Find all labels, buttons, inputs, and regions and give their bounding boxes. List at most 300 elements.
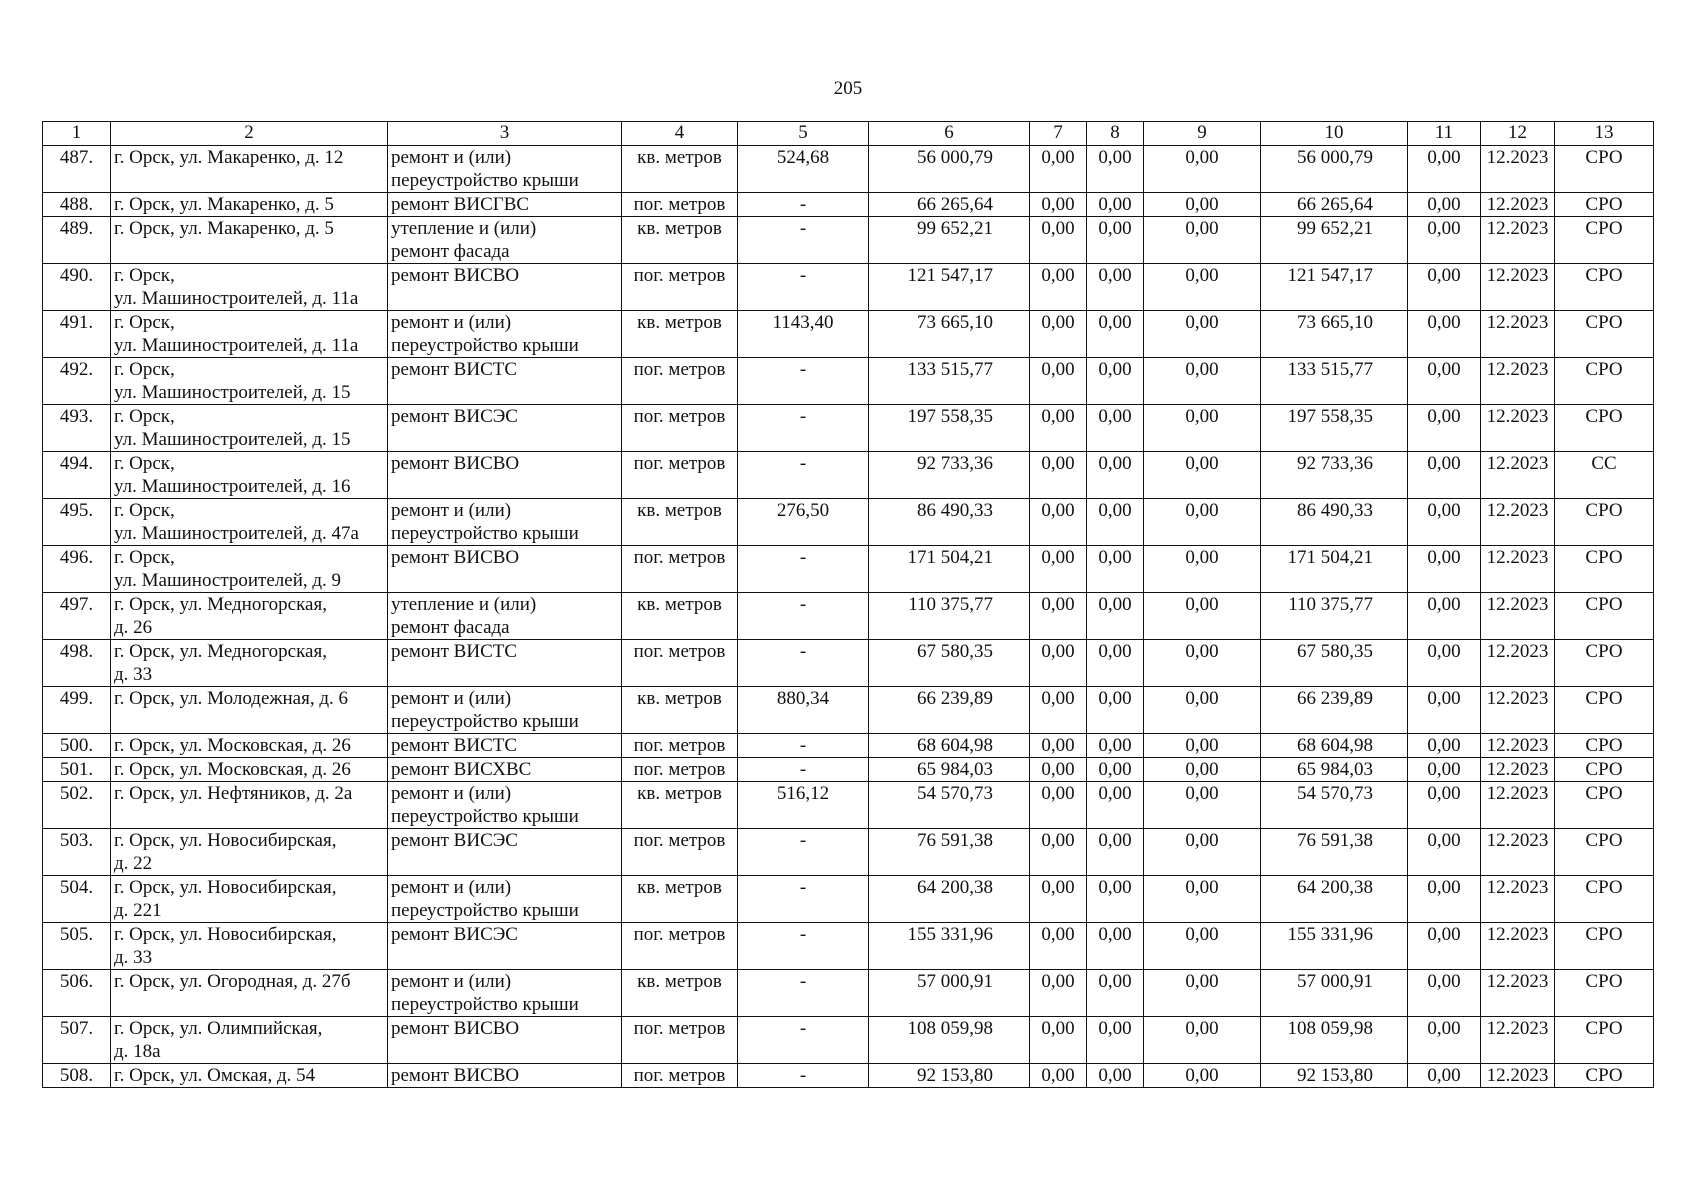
work-type-cell-line: переустройство крыши bbox=[391, 994, 579, 1015]
work-type-cell-line: ремонт ВИСХВС bbox=[391, 759, 532, 780]
value-col-8: 0,00 bbox=[1087, 146, 1144, 193]
unit-cell: пог. метров bbox=[622, 829, 738, 876]
column-header: 7 bbox=[1030, 122, 1087, 146]
address-cell-line: г. Орск, ул. Московская, д. 26 bbox=[114, 735, 351, 756]
unit-cell: кв. метров bbox=[622, 970, 738, 1017]
unit-cell: кв. метров bbox=[622, 782, 738, 829]
area-cell: - bbox=[738, 1064, 869, 1088]
value-col-9: 0,00 bbox=[1144, 193, 1261, 217]
total-cost-cell: 171 504,21 bbox=[869, 546, 1030, 593]
area-cell: - bbox=[738, 593, 869, 640]
value-col-8: 0,00 bbox=[1087, 358, 1144, 405]
work-type-cell bbox=[388, 264, 622, 311]
value-col-8: 0,00 bbox=[1087, 687, 1144, 734]
address-cell-line: г. Орск, ул. Молодежная, д. 6 bbox=[114, 688, 349, 709]
value-col-8: 0,00 bbox=[1087, 1017, 1144, 1064]
address-cell-line: г. Орск, ул. Макаренко, д. 5 bbox=[114, 218, 334, 239]
value-col-10: 86 490,33 bbox=[1261, 499, 1408, 546]
address-cell bbox=[111, 146, 388, 193]
value-col-11: 0,00 bbox=[1408, 311, 1481, 358]
area-cell: 880,34 bbox=[738, 687, 869, 734]
unit-cell: пог. метров bbox=[622, 264, 738, 311]
value-col-9: 0,00 bbox=[1144, 1017, 1261, 1064]
completion-date-cell: 12.2023 bbox=[1481, 829, 1555, 876]
total-cost-cell: 64 200,38 bbox=[869, 876, 1030, 923]
completion-date-cell: 12.2023 bbox=[1481, 264, 1555, 311]
row-number: 499. bbox=[43, 687, 111, 734]
value-col-9: 0,00 bbox=[1144, 734, 1261, 758]
work-type-cell bbox=[388, 452, 622, 499]
value-col-9: 0,00 bbox=[1144, 687, 1261, 734]
address-cell-line: г. Орск, ул. Огородная, д. 27б bbox=[114, 971, 351, 992]
value-col-10: 57 000,91 bbox=[1261, 970, 1408, 1017]
address-cell-line: г. Орск, bbox=[114, 359, 175, 380]
value-col-11: 0,00 bbox=[1408, 782, 1481, 829]
value-col-10: 171 504,21 bbox=[1261, 546, 1408, 593]
work-type-cell-line: утепление и (или) bbox=[391, 218, 537, 239]
table-row bbox=[43, 1064, 1654, 1088]
work-type-cell-line: ремонт ВИСВО bbox=[391, 265, 520, 286]
row-number: 505. bbox=[43, 923, 111, 970]
address-cell-line: г. Орск, ул. Омская, д. 54 bbox=[114, 1065, 316, 1086]
value-col-10: 67 580,35 bbox=[1261, 640, 1408, 687]
value-col-10: 73 665,10 bbox=[1261, 311, 1408, 358]
completion-date-cell: 12.2023 bbox=[1481, 640, 1555, 687]
area-cell: 276,50 bbox=[738, 499, 869, 546]
area-cell: 524,68 bbox=[738, 146, 869, 193]
work-type-cell-line: ремонт и (или) bbox=[391, 877, 512, 898]
row-number: 490. bbox=[43, 264, 111, 311]
work-type-cell-line: ремонт и (или) bbox=[391, 688, 512, 709]
funding-method-cell: СРО bbox=[1555, 640, 1654, 687]
value-col-8: 0,00 bbox=[1087, 546, 1144, 593]
value-col-10: 54 570,73 bbox=[1261, 782, 1408, 829]
total-cost-cell: 54 570,73 bbox=[869, 782, 1030, 829]
work-type-cell-line: ремонт фасада bbox=[391, 617, 510, 638]
value-col-7: 0,00 bbox=[1030, 782, 1087, 829]
funding-method-cell: СРО bbox=[1555, 687, 1654, 734]
address-cell-line: г. Орск, ул. Макаренко, д. 5 bbox=[114, 194, 334, 215]
value-col-7: 0,00 bbox=[1030, 758, 1087, 782]
table-row bbox=[43, 499, 1654, 546]
address-cell-line: г. Орск, ул. Медногорская, bbox=[114, 594, 327, 615]
work-type-cell bbox=[388, 546, 622, 593]
row-number: 503. bbox=[43, 829, 111, 876]
work-type-cell bbox=[388, 1017, 622, 1064]
value-col-7: 0,00 bbox=[1030, 876, 1087, 923]
value-col-7: 0,00 bbox=[1030, 546, 1087, 593]
address-cell bbox=[111, 640, 388, 687]
completion-date-cell: 12.2023 bbox=[1481, 782, 1555, 829]
unit-cell: пог. метров bbox=[622, 405, 738, 452]
table-row bbox=[43, 758, 1654, 782]
value-col-10: 197 558,35 bbox=[1261, 405, 1408, 452]
value-col-11: 0,00 bbox=[1408, 970, 1481, 1017]
column-header: 8 bbox=[1087, 122, 1144, 146]
work-type-cell-line: ремонт ВИСВО bbox=[391, 1018, 520, 1039]
work-type-cell-line: переустройство крыши bbox=[391, 806, 579, 827]
value-col-10: 121 547,17 bbox=[1261, 264, 1408, 311]
completion-date-cell: 12.2023 bbox=[1481, 546, 1555, 593]
work-type-cell-line: ремонт ВИСЭС bbox=[391, 406, 518, 427]
address-cell bbox=[111, 782, 388, 829]
value-col-7: 0,00 bbox=[1030, 923, 1087, 970]
row-number: 500. bbox=[43, 734, 111, 758]
row-number: 496. bbox=[43, 546, 111, 593]
work-type-cell bbox=[388, 876, 622, 923]
value-col-11: 0,00 bbox=[1408, 1017, 1481, 1064]
table-row bbox=[43, 593, 1654, 640]
value-col-11: 0,00 bbox=[1408, 405, 1481, 452]
address-cell bbox=[111, 734, 388, 758]
funding-method-cell: СРО bbox=[1555, 782, 1654, 829]
total-cost-cell: 133 515,77 bbox=[869, 358, 1030, 405]
value-col-11: 0,00 bbox=[1408, 193, 1481, 217]
completion-date-cell: 12.2023 bbox=[1481, 1017, 1555, 1064]
work-type-cell-line: ремонт ВИСВО bbox=[391, 453, 520, 474]
address-cell bbox=[111, 1017, 388, 1064]
address-cell bbox=[111, 499, 388, 546]
area-cell: - bbox=[738, 358, 869, 405]
row-number: 506. bbox=[43, 970, 111, 1017]
value-col-8: 0,00 bbox=[1087, 193, 1144, 217]
value-col-8: 0,00 bbox=[1087, 217, 1144, 264]
area-cell: - bbox=[738, 640, 869, 687]
total-cost-cell: 92 153,80 bbox=[869, 1064, 1030, 1088]
table-row bbox=[43, 146, 1654, 193]
address-cell-line: г. Орск, ул. Олимпийская, bbox=[114, 1018, 323, 1039]
unit-cell: кв. метров bbox=[622, 146, 738, 193]
value-col-7: 0,00 bbox=[1030, 193, 1087, 217]
column-header: 2 bbox=[111, 122, 388, 146]
completion-date-cell: 12.2023 bbox=[1481, 193, 1555, 217]
area-cell: - bbox=[738, 452, 869, 499]
page-number: 205 bbox=[833, 78, 863, 99]
completion-date-cell: 12.2023 bbox=[1481, 923, 1555, 970]
value-col-7: 0,00 bbox=[1030, 970, 1087, 1017]
address-cell-line: г. Орск, ул. Макаренко, д. 12 bbox=[114, 147, 344, 168]
value-col-8: 0,00 bbox=[1087, 876, 1144, 923]
unit-cell: кв. метров bbox=[622, 687, 738, 734]
total-cost-cell: 121 547,17 bbox=[869, 264, 1030, 311]
value-col-8: 0,00 bbox=[1087, 499, 1144, 546]
total-cost-cell: 73 665,10 bbox=[869, 311, 1030, 358]
address-cell-line: д. 26 bbox=[114, 617, 153, 638]
unit-cell: пог. метров bbox=[622, 546, 738, 593]
completion-date-cell: 12.2023 bbox=[1481, 217, 1555, 264]
total-cost-cell: 197 558,35 bbox=[869, 405, 1030, 452]
address-cell bbox=[111, 923, 388, 970]
table-row bbox=[43, 1017, 1654, 1064]
work-type-cell-line: ремонт ВИСГВС bbox=[391, 194, 530, 215]
value-col-7: 0,00 bbox=[1030, 499, 1087, 546]
address-cell-line: г. Орск, bbox=[114, 453, 175, 474]
area-cell: - bbox=[738, 193, 869, 217]
value-col-10: 66 239,89 bbox=[1261, 687, 1408, 734]
value-col-11: 0,00 bbox=[1408, 264, 1481, 311]
value-col-10: 76 591,38 bbox=[1261, 829, 1408, 876]
work-type-cell-line: ремонт ВИСЭС bbox=[391, 924, 518, 945]
row-number: 508. bbox=[43, 1064, 111, 1088]
address-cell-line: ул. Машиностроителей, д. 47а bbox=[114, 523, 359, 544]
value-col-11: 0,00 bbox=[1408, 758, 1481, 782]
table-body bbox=[43, 122, 1654, 1088]
address-cell bbox=[111, 687, 388, 734]
area-cell: - bbox=[738, 970, 869, 1017]
table-row bbox=[43, 782, 1654, 829]
work-type-cell-line: ремонт ВИСВО bbox=[391, 547, 520, 568]
value-col-10: 56 000,79 bbox=[1261, 146, 1408, 193]
funding-method-cell: СРО bbox=[1555, 546, 1654, 593]
address-cell bbox=[111, 264, 388, 311]
address-cell bbox=[111, 1064, 388, 1088]
value-col-8: 0,00 bbox=[1087, 405, 1144, 452]
repair-registry-table bbox=[42, 121, 1654, 1088]
row-number: 487. bbox=[43, 146, 111, 193]
total-cost-cell: 66 265,64 bbox=[869, 193, 1030, 217]
row-number: 495. bbox=[43, 499, 111, 546]
work-type-cell bbox=[388, 923, 622, 970]
address-cell bbox=[111, 829, 388, 876]
unit-cell: пог. метров bbox=[622, 1017, 738, 1064]
value-col-8: 0,00 bbox=[1087, 923, 1144, 970]
value-col-10: 64 200,38 bbox=[1261, 876, 1408, 923]
value-col-8: 0,00 bbox=[1087, 640, 1144, 687]
funding-method-cell: СРО bbox=[1555, 923, 1654, 970]
value-col-11: 0,00 bbox=[1408, 593, 1481, 640]
value-col-9: 0,00 bbox=[1144, 829, 1261, 876]
value-col-9: 0,00 bbox=[1144, 546, 1261, 593]
completion-date-cell: 12.2023 bbox=[1481, 146, 1555, 193]
area-cell: - bbox=[738, 758, 869, 782]
work-type-cell-line: ремонт ВИСТС bbox=[391, 641, 518, 662]
address-cell-line: г. Орск, bbox=[114, 547, 175, 568]
completion-date-cell: 12.2023 bbox=[1481, 593, 1555, 640]
value-col-9: 0,00 bbox=[1144, 452, 1261, 499]
value-col-11: 0,00 bbox=[1408, 1064, 1481, 1088]
work-type-cell-line: ремонт ВИСВО bbox=[391, 1065, 520, 1086]
row-number: 488. bbox=[43, 193, 111, 217]
work-type-cell-line: ремонт ВИСТС bbox=[391, 359, 518, 380]
completion-date-cell: 12.2023 bbox=[1481, 734, 1555, 758]
unit-cell: пог. метров bbox=[622, 923, 738, 970]
value-col-9: 0,00 bbox=[1144, 264, 1261, 311]
address-cell-line: ул. Машиностроителей, д. 11а bbox=[114, 335, 359, 356]
column-header: 12 bbox=[1481, 122, 1555, 146]
work-type-cell-line: ремонт и (или) bbox=[391, 971, 512, 992]
value-col-8: 0,00 bbox=[1087, 452, 1144, 499]
work-type-cell-line: переустройство крыши bbox=[391, 711, 579, 732]
completion-date-cell: 12.2023 bbox=[1481, 758, 1555, 782]
completion-date-cell: 12.2023 bbox=[1481, 452, 1555, 499]
unit-cell: пог. метров bbox=[622, 640, 738, 687]
address-cell-line: ул. Машиностроителей, д. 15 bbox=[114, 429, 351, 450]
work-type-cell bbox=[388, 758, 622, 782]
table-row bbox=[43, 405, 1654, 452]
row-number: 504. bbox=[43, 876, 111, 923]
area-cell: 516,12 bbox=[738, 782, 869, 829]
value-col-7: 0,00 bbox=[1030, 640, 1087, 687]
address-cell-line: д. 221 bbox=[114, 900, 162, 921]
address-cell-line: г. Орск, ул. Медногорская, bbox=[114, 641, 327, 662]
work-type-cell-line: ремонт и (или) bbox=[391, 147, 512, 168]
value-col-9: 0,00 bbox=[1144, 217, 1261, 264]
value-col-11: 0,00 bbox=[1408, 146, 1481, 193]
completion-date-cell: 12.2023 bbox=[1481, 876, 1555, 923]
value-col-11: 0,00 bbox=[1408, 923, 1481, 970]
value-col-8: 0,00 bbox=[1087, 758, 1144, 782]
row-number: 489. bbox=[43, 217, 111, 264]
completion-date-cell: 12.2023 bbox=[1481, 358, 1555, 405]
value-col-9: 0,00 bbox=[1144, 1064, 1261, 1088]
table-row bbox=[43, 687, 1654, 734]
column-header: 4 bbox=[622, 122, 738, 146]
value-col-11: 0,00 bbox=[1408, 452, 1481, 499]
column-header: 1 bbox=[43, 122, 111, 146]
value-col-8: 0,00 bbox=[1087, 593, 1144, 640]
address-cell-line: ул. Машиностроителей, д. 16 bbox=[114, 476, 351, 497]
work-type-cell bbox=[388, 146, 622, 193]
value-col-11: 0,00 bbox=[1408, 734, 1481, 758]
funding-method-cell: СРО bbox=[1555, 405, 1654, 452]
table-row bbox=[43, 923, 1654, 970]
value-col-10: 92 153,80 bbox=[1261, 1064, 1408, 1088]
value-col-9: 0,00 bbox=[1144, 593, 1261, 640]
area-cell: - bbox=[738, 546, 869, 593]
value-col-10: 155 331,96 bbox=[1261, 923, 1408, 970]
value-col-10: 68 604,98 bbox=[1261, 734, 1408, 758]
value-col-8: 0,00 bbox=[1087, 264, 1144, 311]
work-type-cell bbox=[388, 640, 622, 687]
value-col-8: 0,00 bbox=[1087, 311, 1144, 358]
value-col-9: 0,00 bbox=[1144, 876, 1261, 923]
work-type-cell-line: ремонт ВИСЭС bbox=[391, 830, 518, 851]
work-type-cell bbox=[388, 687, 622, 734]
value-col-9: 0,00 bbox=[1144, 923, 1261, 970]
work-type-cell bbox=[388, 193, 622, 217]
area-cell: 1143,40 bbox=[738, 311, 869, 358]
address-cell bbox=[111, 758, 388, 782]
column-header: 3 bbox=[388, 122, 622, 146]
column-header: 5 bbox=[738, 122, 869, 146]
column-header: 9 bbox=[1144, 122, 1261, 146]
area-cell: - bbox=[738, 829, 869, 876]
funding-method-cell: СС bbox=[1555, 452, 1654, 499]
work-type-cell-line: ремонт фасада bbox=[391, 241, 510, 262]
table-row bbox=[43, 876, 1654, 923]
address-cell bbox=[111, 405, 388, 452]
area-cell: - bbox=[738, 217, 869, 264]
address-cell bbox=[111, 358, 388, 405]
value-col-7: 0,00 bbox=[1030, 311, 1087, 358]
address-cell-line: ул. Машиностроителей, д. 9 bbox=[114, 570, 342, 591]
work-type-cell bbox=[388, 358, 622, 405]
table-row bbox=[43, 546, 1654, 593]
value-col-9: 0,00 bbox=[1144, 758, 1261, 782]
work-type-cell bbox=[388, 311, 622, 358]
value-col-10: 92 733,36 bbox=[1261, 452, 1408, 499]
table-row bbox=[43, 193, 1654, 217]
completion-date-cell: 12.2023 bbox=[1481, 687, 1555, 734]
address-cell-line: д. 22 bbox=[114, 853, 153, 874]
value-col-7: 0,00 bbox=[1030, 593, 1087, 640]
work-type-cell bbox=[388, 782, 622, 829]
completion-date-cell: 12.2023 bbox=[1481, 970, 1555, 1017]
work-type-cell-line: ремонт и (или) bbox=[391, 500, 512, 521]
column-header: 13 bbox=[1555, 122, 1654, 146]
address-cell bbox=[111, 970, 388, 1017]
address-cell-line: г. Орск, ул. Московская, д. 26 bbox=[114, 759, 351, 780]
address-cell-line: д. 33 bbox=[114, 664, 153, 685]
total-cost-cell: 68 604,98 bbox=[869, 734, 1030, 758]
work-type-cell-line: переустройство крыши bbox=[391, 900, 579, 921]
row-number: 491. bbox=[43, 311, 111, 358]
table-row bbox=[43, 452, 1654, 499]
value-col-7: 0,00 bbox=[1030, 146, 1087, 193]
value-col-11: 0,00 bbox=[1408, 546, 1481, 593]
unit-cell: кв. метров bbox=[622, 593, 738, 640]
row-number: 497. bbox=[43, 593, 111, 640]
table-row bbox=[43, 640, 1654, 687]
work-type-cell-line: ремонт ВИСТС bbox=[391, 735, 518, 756]
work-type-cell-line: переустройство крыши bbox=[391, 170, 579, 191]
address-cell-line: г. Орск, bbox=[114, 406, 175, 427]
value-col-11: 0,00 bbox=[1408, 217, 1481, 264]
table-row bbox=[43, 217, 1654, 264]
funding-method-cell: СРО bbox=[1555, 734, 1654, 758]
value-col-8: 0,00 bbox=[1087, 1064, 1144, 1088]
value-col-9: 0,00 bbox=[1144, 970, 1261, 1017]
address-cell bbox=[111, 593, 388, 640]
funding-method-cell: СРО bbox=[1555, 193, 1654, 217]
funding-method-cell: СРО bbox=[1555, 1017, 1654, 1064]
value-col-10: 133 515,77 bbox=[1261, 358, 1408, 405]
completion-date-cell: 12.2023 bbox=[1481, 499, 1555, 546]
value-col-7: 0,00 bbox=[1030, 452, 1087, 499]
value-col-10: 99 652,21 bbox=[1261, 217, 1408, 264]
value-col-7: 0,00 bbox=[1030, 1017, 1087, 1064]
unit-cell: пог. метров bbox=[622, 758, 738, 782]
unit-cell: кв. метров bbox=[622, 217, 738, 264]
address-cell-line: г. Орск, ул. Новосибирская, bbox=[114, 830, 337, 851]
work-type-cell-line: ремонт и (или) bbox=[391, 312, 512, 333]
total-cost-cell: 110 375,77 bbox=[869, 593, 1030, 640]
funding-method-cell: СРО bbox=[1555, 970, 1654, 1017]
address-cell-line: г. Орск, bbox=[114, 265, 175, 286]
work-type-cell-line: ремонт и (или) bbox=[391, 783, 512, 804]
row-number: 494. bbox=[43, 452, 111, 499]
row-number: 498. bbox=[43, 640, 111, 687]
address-cell-line: г. Орск, ул. Новосибирская, bbox=[114, 924, 337, 945]
address-cell bbox=[111, 876, 388, 923]
completion-date-cell: 12.2023 bbox=[1481, 1064, 1555, 1088]
area-cell: - bbox=[738, 734, 869, 758]
area-cell: - bbox=[738, 876, 869, 923]
unit-cell: пог. метров bbox=[622, 193, 738, 217]
value-col-11: 0,00 bbox=[1408, 640, 1481, 687]
value-col-7: 0,00 bbox=[1030, 264, 1087, 311]
value-col-10: 65 984,03 bbox=[1261, 758, 1408, 782]
unit-cell: пог. метров bbox=[622, 452, 738, 499]
column-header: 11 bbox=[1408, 122, 1481, 146]
funding-method-cell: СРО bbox=[1555, 758, 1654, 782]
unit-cell: пог. метров bbox=[622, 1064, 738, 1088]
funding-method-cell: СРО bbox=[1555, 593, 1654, 640]
value-col-8: 0,00 bbox=[1087, 782, 1144, 829]
completion-date-cell: 12.2023 bbox=[1481, 311, 1555, 358]
address-cell-line: д. 33 bbox=[114, 947, 153, 968]
unit-cell: пог. метров bbox=[622, 734, 738, 758]
